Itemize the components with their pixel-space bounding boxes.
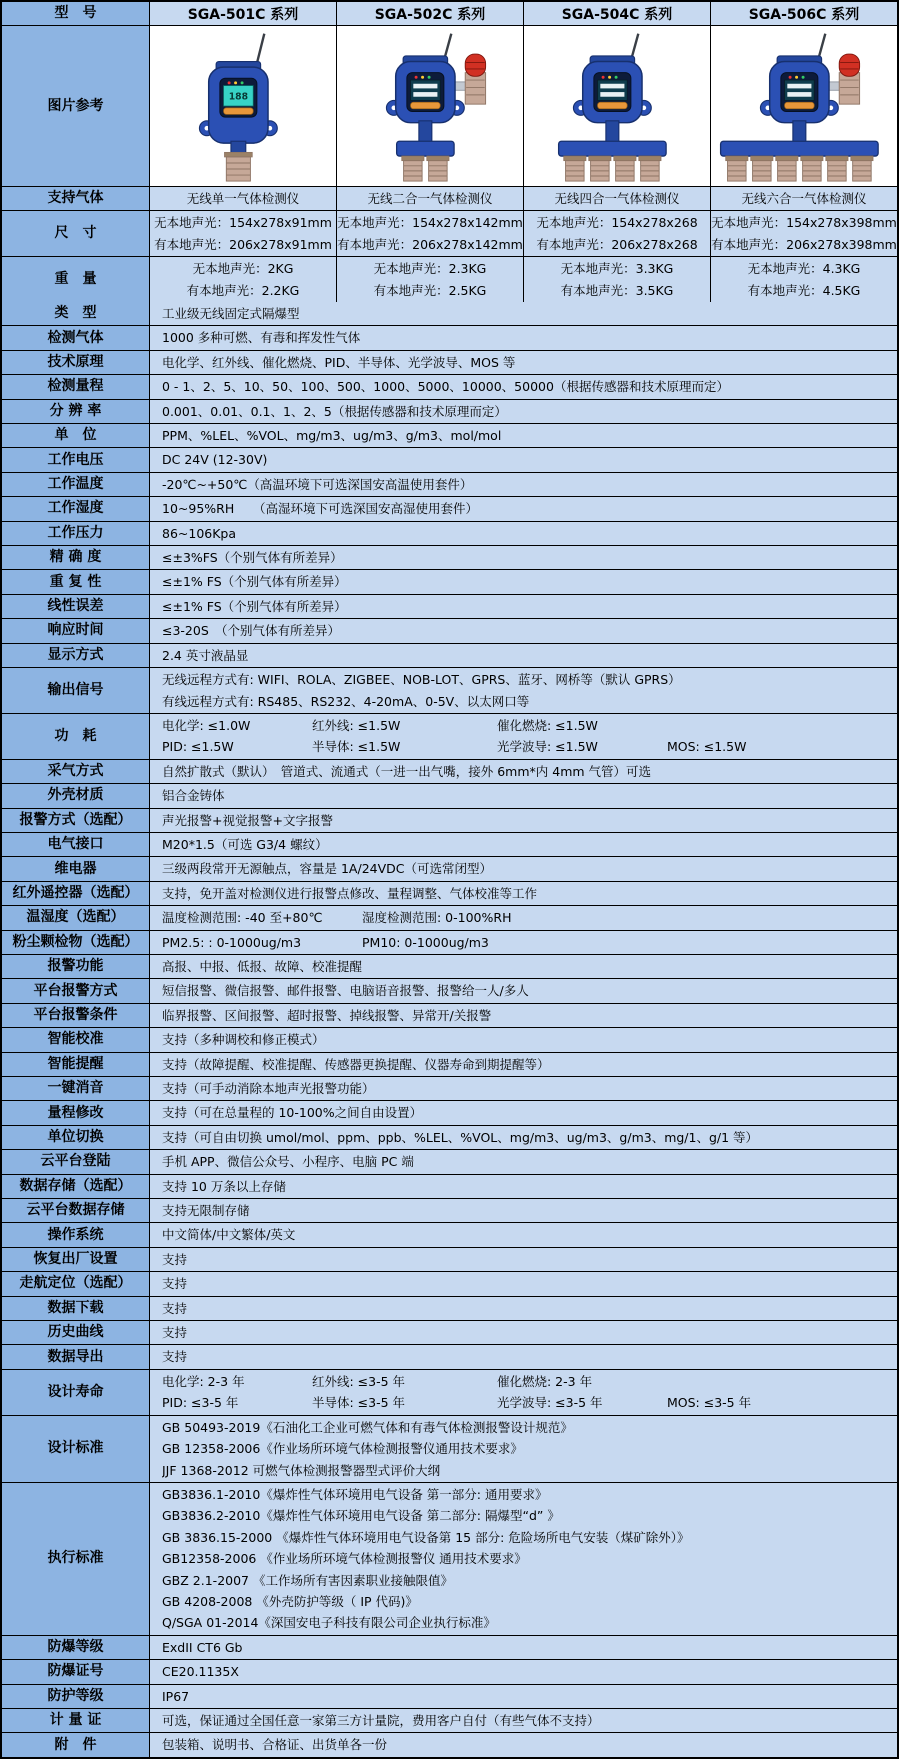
spec-value-line: 支持，免开盖对检测仪进行报警点修改、量程调整、气体校准等工作	[162, 885, 538, 901]
spec-value-line: 电化学、红外线、催化燃烧、PID、半导体、光学波导、MOS 等	[162, 354, 516, 370]
spec-value-line: 无线远程方式有: WIFI、ROLA、ZIGBEE、NOB-LOT、GPRS、蓝牙、网桥等（默认 GPRS）	[162, 672, 681, 688]
matrix-value-cell	[524, 187, 711, 210]
spec-value-line: 包装箱、说明书、合格证、出货单各一份	[162, 1737, 388, 1753]
spec-row	[2, 448, 897, 472]
row-label: 操作系统	[2, 1223, 150, 1246]
row-label: 计 量 证	[2, 1709, 150, 1732]
row-value	[150, 979, 897, 1002]
row-label: 设计寿命	[2, 1370, 150, 1415]
spec-value-line: PPM、%LEL、%VOL、mg/m3、ug/m3、g/m3、mol/mol	[162, 428, 502, 444]
spec-value-line: 工业级无线固定式隔爆型	[162, 306, 300, 321]
spec-row	[2, 375, 897, 399]
spec-value-line: 声光报警+视觉报警+文字报警	[162, 812, 333, 828]
spec-value-line: 支持（可在总量程的 10-100%之间自由设置）	[162, 1105, 423, 1121]
spec-value-line: 支持（可手动消除本地声光报警功能）	[162, 1081, 375, 1096]
sga-506c-wireless-6in1-gas-detector-illustration	[711, 30, 897, 182]
model-header-sga-502c: SGA-502C 系列	[337, 2, 524, 25]
spec-value-line	[162, 932, 891, 953]
spec-value-line: 临界报警、区间报警、超时报警、掉线报警、异常开/关报警	[162, 1007, 492, 1023]
row-label: 分 辨 率	[2, 400, 150, 423]
matrix-value-line: 有本地声光：206x278x398mm	[711, 236, 897, 252]
matrix-value-cell	[150, 211, 337, 256]
row-label: 智能校准	[2, 1028, 150, 1051]
matrix-value-cell	[337, 257, 524, 302]
row-label: 支持气体	[2, 187, 150, 210]
device-image-cell-3	[524, 26, 711, 186]
row-value	[150, 1101, 897, 1124]
spec-row	[2, 668, 897, 714]
spec-value-line: JJF 1368-2012 可燃气体检测报警器型式评价大纲	[162, 1462, 441, 1478]
spec-row	[2, 1636, 897, 1660]
model-header-sga-504c: SGA-504C 系列	[524, 2, 711, 25]
row-value	[150, 400, 897, 423]
spec-row	[2, 473, 897, 497]
model-header-sga-506c: SGA-506C 系列	[711, 2, 897, 25]
row-value	[150, 1370, 897, 1415]
spec-row	[2, 1685, 897, 1709]
matrix-value-line: 无本地声光：154x278x268	[536, 215, 698, 230]
row-label: 数据存储（选配）	[2, 1175, 150, 1198]
spec-row	[2, 1345, 897, 1369]
spec-row	[2, 351, 897, 375]
spec-value-line: 0 - 1、2、5、10、50、100、500、1000、5000、10000、50000（根据传感器和技术原理而定）	[162, 379, 729, 395]
spec-row	[2, 833, 897, 857]
matrix-value-line: 有本地声光：2.2KG	[186, 282, 300, 298]
spec-value-line: GB 3836.15-2000 《爆炸性气体环境用电气设备第 15 部分: 危险场所电气安装（煤矿除外）》	[162, 1529, 690, 1545]
spec-row	[2, 424, 897, 448]
spec-value-line: 支持	[162, 1276, 188, 1292]
row-value	[150, 1150, 897, 1173]
row-value	[150, 1483, 897, 1635]
spec-value-line: 支持（多种调校和修正模式）	[162, 1032, 325, 1048]
spec-row	[2, 857, 897, 881]
spec-row	[2, 1483, 897, 1636]
spec-value-line: ≤±1% FS（个别气体有所差异）	[162, 598, 347, 614]
row-label: 显示方式	[2, 644, 150, 667]
spec-value-line: 支持	[162, 1325, 188, 1341]
row-value	[150, 1297, 897, 1320]
row-value	[150, 784, 897, 807]
row-label: 采气方式	[2, 760, 150, 783]
spec-row	[2, 906, 897, 930]
matrix-value-cell	[711, 187, 897, 210]
row-label: 防爆证号	[2, 1660, 150, 1683]
spec-row	[2, 1150, 897, 1174]
row-value	[150, 1660, 897, 1683]
device-image-cell-1	[150, 26, 337, 186]
spec-row	[2, 546, 897, 570]
model-header-row	[2, 2, 897, 26]
row-value	[150, 1416, 897, 1482]
spec-value-line: 三级两段常开无源触点，容量是 1A/24VDC（可选常闭型）	[162, 861, 492, 877]
row-value	[150, 1199, 897, 1222]
row-value	[150, 809, 897, 832]
row-label: 技术原理	[2, 351, 150, 374]
spec-value-line: 自然扩散式（默认） 管道式、流通式（一进一出气嘴，接外 6mm*内 4mm 气管）可选	[162, 763, 652, 779]
row-label: 红外遥控器（选配）	[2, 882, 150, 905]
spec-value-line: 86~106Kpa	[162, 525, 237, 541]
row-value	[150, 546, 897, 569]
spec-row	[2, 714, 897, 760]
row-value	[150, 1321, 897, 1344]
spec-value-line: GB12358-2006 《作业场所环境气体检测报警仪 通用技术要求》	[162, 1551, 527, 1567]
spec-value-line	[162, 1392, 891, 1413]
row-value	[150, 448, 897, 471]
row-value	[150, 1345, 897, 1368]
spec-row	[2, 809, 897, 833]
spec-row	[2, 400, 897, 424]
spec-value-line: 0.001、0.01、0.1、1、2、5（根据传感器和技术原理而定）	[162, 403, 507, 419]
matrix-value-line: 无本地声光：2.3KG	[373, 261, 487, 276]
spec-row	[2, 955, 897, 979]
row-label: 平台报警条件	[2, 1004, 150, 1027]
spec-value-line: GB3836.2-2010《爆炸性气体环境用电气设备 第二部分: 隔爆型“d” 》	[162, 1508, 560, 1524]
spec-row	[2, 1370, 897, 1416]
row-label: 防爆等级	[2, 1636, 150, 1659]
row-value	[150, 931, 897, 954]
matrix-value-cell	[150, 257, 337, 302]
row-value	[150, 1685, 897, 1708]
row-value	[150, 1004, 897, 1027]
row-value	[150, 906, 897, 929]
matrix-value-line: 无本地声光：4.3KG	[747, 261, 861, 276]
matrix-value-line: 无本地声光：154x278x142mm	[337, 215, 523, 230]
row-value	[150, 570, 897, 593]
row-label: 云平台登陆	[2, 1150, 150, 1173]
row-value	[150, 1636, 897, 1659]
row-value	[150, 1053, 897, 1076]
row-value	[150, 424, 897, 447]
row-label: 量程修改	[2, 1101, 150, 1124]
spec-value-segment: PM2.5: : 0-1000ug/m3	[162, 934, 302, 950]
row-value	[150, 1175, 897, 1198]
spec-value-line: 手机 APP、微信公众号、小程序、电脑 PC 端	[162, 1154, 414, 1170]
matrix-value-cell	[711, 257, 897, 302]
spec-row	[2, 522, 897, 546]
spec-value-segment: 光学波导: ≤3-5 年	[497, 1395, 603, 1411]
spec-value-segment: 温度检测范围: -40 至+80℃	[162, 910, 323, 926]
matrix-value-cell	[150, 187, 337, 210]
row-label: 单位切换	[2, 1126, 150, 1149]
row-value	[150, 326, 897, 349]
matrix-row	[2, 211, 897, 257]
row-value	[150, 833, 897, 856]
row-label: 设计标准	[2, 1416, 150, 1482]
row-value	[150, 1709, 897, 1732]
matrix-row	[2, 257, 897, 302]
row-label: 附 件	[2, 1733, 150, 1756]
row-label: 报警功能	[2, 955, 150, 978]
spec-value-line: GB 4208-2008 《外壳防护等级（ IP 代码)》	[162, 1593, 418, 1609]
spec-value-line: 1000 多种可燃、有毒和挥发性气体	[162, 330, 361, 346]
spec-value-line: 可选，保证通过全国任意一家第三方计量院，费用客户自付（有些气体不支持）	[162, 1712, 600, 1728]
matrix-row	[2, 187, 897, 211]
row-value	[150, 375, 897, 398]
spec-value-line: ≤±3%FS（个别气体有所差异）	[162, 550, 343, 566]
spec-row	[2, 1248, 897, 1272]
spec-row	[2, 1321, 897, 1345]
row-value	[150, 302, 897, 325]
spec-value-line: 支持（故障提醒、校准提醒、传感器更换提醒、仪器寿命到期提醒等）	[162, 1056, 550, 1072]
spec-value-line: ≤±1% FS（个别气体有所差异）	[162, 574, 347, 590]
spec-value-line: 高报、中报、低报、故障、校准提醒	[162, 958, 363, 974]
row-label: 精 确 度	[2, 546, 150, 569]
row-label-model: 型 号	[2, 2, 150, 25]
spec-value-line: 中文简体/中文繁体/英文	[162, 1227, 296, 1243]
spec-value-line: CE20.1135X	[162, 1664, 239, 1680]
spec-value-line: GB3836.1-2010《爆炸性气体环境用电气设备 第一部分: 通用要求》	[162, 1486, 548, 1502]
matrix-value-line: 有本地声光：206x278x91mm	[154, 236, 332, 252]
matrix-value-cell	[711, 211, 897, 256]
row-label: 防护等级	[2, 1685, 150, 1708]
row-label: 工作湿度	[2, 497, 150, 520]
spec-value-line	[162, 1371, 891, 1392]
spec-row	[2, 570, 897, 594]
row-label: 执行标准	[2, 1483, 150, 1635]
matrix-value-line: 无本地声光：2KG	[192, 261, 294, 276]
spec-value-segment: MOS: ≤3-5 年	[667, 1395, 752, 1411]
row-label: 历史曲线	[2, 1321, 150, 1344]
matrix-value-cell	[524, 257, 711, 302]
spec-value-line: 支持	[162, 1349, 188, 1365]
row-value	[150, 955, 897, 978]
row-value	[150, 1272, 897, 1295]
row-label: 数据导出	[2, 1345, 150, 1368]
spec-value-line: 支持 10 万条以上存储	[162, 1178, 286, 1194]
spec-row	[2, 1660, 897, 1684]
spec-row	[2, 1416, 897, 1483]
row-value	[150, 619, 897, 642]
row-label: 响应时间	[2, 619, 150, 642]
device-image-cell-4	[711, 26, 897, 186]
row-value	[150, 522, 897, 545]
matrix-value-cell	[524, 211, 711, 256]
spec-value-line: IP67	[162, 1688, 190, 1704]
spec-row	[2, 1126, 897, 1150]
spec-value-segment: 湿度检测范围: 0-100%RH	[362, 910, 512, 926]
matrix-value-line: 无线六合一气体检测仪	[741, 190, 867, 206]
svg-text:188: 188	[228, 91, 249, 103]
spec-row	[2, 1733, 897, 1756]
spec-row	[2, 1199, 897, 1223]
spec-value-line: GB 50493-2019《石油化工企业可燃气体和有毒气体检测报警设计规范》	[162, 1419, 573, 1435]
row-label: 线性误差	[2, 595, 150, 618]
spec-row	[2, 1175, 897, 1199]
spec-row	[2, 931, 897, 955]
row-label: 检测气体	[2, 326, 150, 349]
row-value	[150, 1248, 897, 1271]
row-value	[150, 644, 897, 667]
row-value	[150, 1223, 897, 1246]
spec-value-line: 铝合金铸体	[162, 788, 225, 804]
spec-value-segment: PID: ≤3-5 年	[162, 1395, 239, 1411]
row-label: 电气接口	[2, 833, 150, 856]
matrix-value-cell	[337, 211, 524, 256]
spec-value-segment: PID: ≤1.5W	[162, 739, 234, 755]
spec-row	[2, 979, 897, 1003]
model-header-sga-501c: SGA-501C 系列	[150, 2, 337, 25]
row-label: 一键消音	[2, 1077, 150, 1100]
row-label: 重 复 性	[2, 570, 150, 593]
image-reference-row	[2, 26, 897, 187]
spec-row	[2, 882, 897, 906]
row-label: 工作电压	[2, 448, 150, 471]
spec-value-line: 支持（可自由切换 umol/mol、ppm、ppb、%LEL、%VOL、mg/m3、ug/m3、g/m3、mg/1、g/1 等）	[162, 1129, 759, 1145]
sga-501c-wireless-single-gas-detector-illustration	[150, 30, 336, 182]
spec-value-segment: 催化燃烧: 2-3 年	[497, 1373, 593, 1389]
row-label: 单 位	[2, 424, 150, 447]
spec-value-line: 有线远程方式有: RS485、RS232、4-20mA、0-5V、以太网口等	[162, 693, 530, 709]
row-value	[150, 595, 897, 618]
row-label: 温湿度（选配）	[2, 906, 150, 929]
spec-row	[2, 1272, 897, 1296]
row-label-image-reference: 图片参考	[2, 26, 150, 186]
spec-value-line: 支持	[162, 1251, 188, 1267]
row-value	[150, 714, 897, 759]
spec-row	[2, 644, 897, 668]
spec-row	[2, 1077, 897, 1101]
spec-value-line: 10~95%RH （高湿环境下可选深国安高湿使用套件）	[162, 501, 478, 517]
matrix-value-line: 有本地声光：4.5KG	[747, 282, 861, 298]
row-label: 工作温度	[2, 473, 150, 496]
device-image-cell-2	[337, 26, 524, 186]
sga-502c-wireless-2in1-gas-detector-illustration	[337, 30, 523, 182]
spec-value-line: 支持	[162, 1300, 188, 1316]
row-label: 功 耗	[2, 714, 150, 759]
spec-value-line	[162, 907, 891, 928]
spec-row	[2, 302, 897, 326]
matrix-value-line: 无本地声光：3.3KG	[560, 261, 674, 276]
row-label: 恢复出厂设置	[2, 1248, 150, 1271]
spec-value-line: -20℃~+50℃（高温环境下可选深国安高温使用套件）	[162, 476, 473, 492]
spec-value-segment: MOS: ≤1.5W	[667, 739, 747, 755]
spec-row	[2, 1004, 897, 1028]
row-label: 重 量	[2, 257, 150, 302]
matrix-value-line: 无线单一气体检测仪	[186, 190, 300, 206]
spec-value-segment: 半导体: ≤3-5 年	[312, 1395, 406, 1411]
spec-value-line: M20*1.5（可选 G3/4 螺纹）	[162, 836, 328, 852]
spec-value-line: DC 24V (12-30V)	[162, 452, 268, 468]
spec-value-line: 支持无限制存储	[162, 1203, 250, 1219]
spec-value-line: 短信报警、微信报警、邮件报警、电脑语音报警、报警给一人/多人	[162, 983, 529, 999]
spec-row	[2, 1053, 897, 1077]
row-label: 输出信号	[2, 668, 150, 713]
row-value	[150, 857, 897, 880]
spec-row	[2, 1297, 897, 1321]
row-value	[150, 1733, 897, 1756]
spec-value-line	[162, 736, 891, 757]
row-value	[150, 497, 897, 520]
matrix-value-line: 无本地声光：154x278x91mm	[154, 215, 332, 230]
matrix-value-line: 有本地声光：3.5KG	[560, 282, 674, 298]
matrix-value-line: 无本地声光：154x278x398mm	[711, 215, 897, 230]
spec-row	[2, 1709, 897, 1733]
spec-value-segment: 电化学: ≤1.0W	[162, 717, 251, 733]
spec-value-segment: 红外线: ≤1.5W	[312, 717, 401, 733]
row-label: 尺 寸	[2, 211, 150, 256]
matrix-value-line: 有本地声光：2.5KG	[373, 282, 487, 298]
spec-value-line: 2.4 英寸液晶显	[162, 647, 249, 663]
row-label: 工作压力	[2, 522, 150, 545]
row-value	[150, 473, 897, 496]
row-label: 类 型	[2, 302, 150, 325]
row-label: 智能提醒	[2, 1053, 150, 1076]
matrix-value-cell	[337, 187, 524, 210]
spec-value-line: ≤3-20S （个别气体有所差异）	[162, 623, 341, 639]
matrix-value-line: 无线四合一气体检测仪	[554, 190, 680, 206]
row-label: 外壳材质	[2, 784, 150, 807]
matrix-value-line: 有本地声光：206x278x268	[536, 236, 698, 252]
row-value	[150, 351, 897, 374]
spec-row	[2, 1101, 897, 1125]
row-value	[150, 1126, 897, 1149]
row-label: 平台报警方式	[2, 979, 150, 1002]
spec-value-segment: 光学波导: ≤1.5W	[497, 739, 598, 755]
sga-504c-wireless-4in1-gas-detector-illustration	[524, 30, 710, 182]
row-label: 云平台数据存储	[2, 1199, 150, 1222]
spec-value-line	[162, 715, 891, 736]
row-label: 检测量程	[2, 375, 150, 398]
spec-value-line: ExdII CT6 Gb	[162, 1639, 243, 1655]
matrix-value-line: 无线二合一气体检测仪	[367, 190, 493, 206]
spec-value-segment: 红外线: ≤3-5 年	[312, 1373, 406, 1389]
row-label: 走航定位（选配）	[2, 1272, 150, 1295]
spec-row	[2, 595, 897, 619]
spec-row	[2, 1028, 897, 1052]
spec-value-line: GBZ 2.1-2007 《工作场所有害因素职业接触限值》	[162, 1572, 453, 1588]
row-label: 报警方式（选配）	[2, 809, 150, 832]
row-label: 粉尘颗检物（选配）	[2, 931, 150, 954]
row-value	[150, 668, 897, 713]
spec-value-segment: 电化学: 2-3 年	[162, 1373, 245, 1389]
spec-row	[2, 326, 897, 350]
row-label: 数据下载	[2, 1297, 150, 1320]
row-label: 维电器	[2, 857, 150, 880]
spec-row	[2, 784, 897, 808]
spec-row	[2, 619, 897, 643]
spec-value-segment: 半导体: ≤1.5W	[312, 739, 401, 755]
spec-row	[2, 1223, 897, 1247]
spec-value-line: GB 12358-2006《作业场所环境气体检测报警仪通用技术要求》	[162, 1441, 523, 1457]
spec-value-segment: PM10: 0-1000ug/m3	[362, 934, 489, 950]
row-value	[150, 1028, 897, 1051]
row-value	[150, 882, 897, 905]
spec-row	[2, 760, 897, 784]
matrix-value-line: 有本地声光：206x278x142mm	[337, 236, 523, 252]
spec-value-segment: 催化燃烧: ≤1.5W	[497, 717, 598, 733]
spec-value-line: Q/SGA 01-2014《深国安电子科技有限公司企业执行标准》	[162, 1615, 496, 1631]
row-value	[150, 760, 897, 783]
row-value	[150, 1077, 897, 1100]
spec-row	[2, 497, 897, 521]
